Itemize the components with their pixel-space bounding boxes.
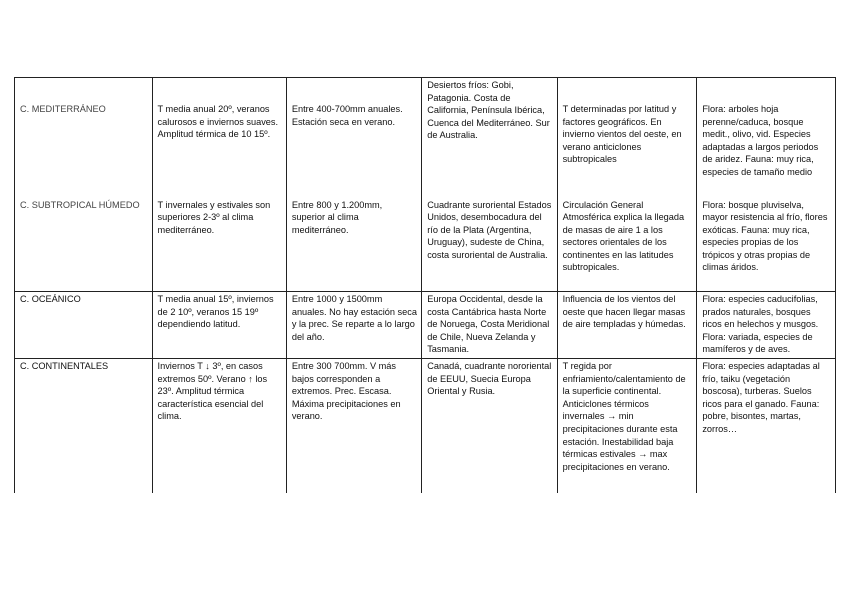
climate-table: [14, 77, 836, 493]
table-row: [15, 198, 836, 292]
distribution-cell: Desiertos fríos: Gobi, Patagonia. Costa de California, Península Ibérica, Cuenca del Mediterráneo. Sur de Australia.: [422, 78, 557, 198]
causes-cell: T regida por enfriamiento/calentamiento de la superficie continental. Anticiclones térmicos invernales → min precipitaciones durante esta estación. Inestabilidad baja térmicas estivales → max precipitaciones en verano.: [557, 358, 697, 493]
temperature-cell: Inviernos T ↓ 3º, en casos extremos 50º. Verano ↑ los 23º. Amplitud térmica característica esencial del clima.: [152, 358, 286, 493]
table-row: [15, 358, 836, 493]
flora-fauna-cell: Flora: arboles hoja perenne/caduca, bosque medit., olivo, vid. Especies adaptadas a largos periodos de aridez. Fauna: muy rica, especies de tamaño medio: [697, 78, 836, 198]
table-row: [15, 292, 836, 359]
climate-name-cell: C. OCEÁNICO: [15, 292, 153, 359]
causes-cell: Circulación General Atmosférica explica la llegada de masas de aire 1 a los sectores orientales de los continentes en las latitudes subtropicales.: [557, 198, 697, 292]
temperature-cell: T invernales y estivales son superiores 2-3º al clima mediterráneo.: [152, 198, 286, 292]
causes-cell: T determinadas por latitud y factores geográficos. En invierno vientos del oeste, en verano anticiclones subtropicales: [557, 78, 697, 198]
precipitation-cell: Entre 300 700mm. V más bajos corresponden a extremos. Prec. Escasa. Máxima precipitaciones en verano.: [286, 358, 421, 493]
distribution-cell: Europa Occidental, desde la costa Cantábrica hasta Norte de Noruega, Costa Meridional de Chile, Nueva Zelanda y Tasmania.: [422, 292, 557, 359]
precipitation-cell: Entre 1000 y 1500mm anuales. No hay estación seca y la prec. Se reparte a lo largo del año.: [286, 292, 421, 359]
temperature-cell: T media anual 15º, inviernos de 2 10º, veranos 15 19º dependiendo latitud.: [152, 292, 286, 359]
precipitation-cell: Entre 800 y 1.200mm, superior al clima mediterráneo.: [286, 198, 421, 292]
table-row: [15, 78, 836, 198]
climate-name-cell: C. MEDITERRÁNEO: [15, 78, 153, 198]
distribution-cell: Cuadrante suroriental Estados Unidos, desembocadura del río de la Plata (Argentina, Uruguay), sudeste de China, costa suroriental de Australia.: [422, 198, 557, 292]
flora-fauna-cell: Flora: bosque pluviselva, mayor resistencia al frío, flores exóticas. Fauna: muy rica, especies propias de los trópicos y otras propias de climas áridos.: [697, 198, 836, 292]
climate-name-cell: C. CONTINENTALES: [15, 358, 153, 493]
climate-name-cell: C. SUBTROPICAL HÚMEDO: [15, 198, 153, 292]
flora-fauna-cell: Flora: especies caducifolias, prados naturales, bosques ricos en helechos y musgos. Flora: variada, especies de mamíferos y de aves.: [697, 292, 836, 359]
causes-cell: Influencia de los vientos del oeste que hacen llegar masas de aire templadas y húmedas.: [557, 292, 697, 359]
flora-fauna-cell: Flora: especies adaptadas al frío, taiku (vegetación boscosa), turberas. Suelos ricos para el ganado. Fauna: pobre, bisontes, martas, zorros…: [697, 358, 836, 493]
distribution-cell: Canadá, cuadrante nororiental de EEUU, Suecia Europa Oriental y Rusia.: [422, 358, 557, 493]
precipitation-cell: Entre 400-700mm anuales. Estación seca en verano.: [286, 78, 421, 198]
temperature-cell: T media anual 20º, veranos calurosos e inviernos suaves. Amplitud térmica de 10 15º.: [152, 78, 286, 198]
